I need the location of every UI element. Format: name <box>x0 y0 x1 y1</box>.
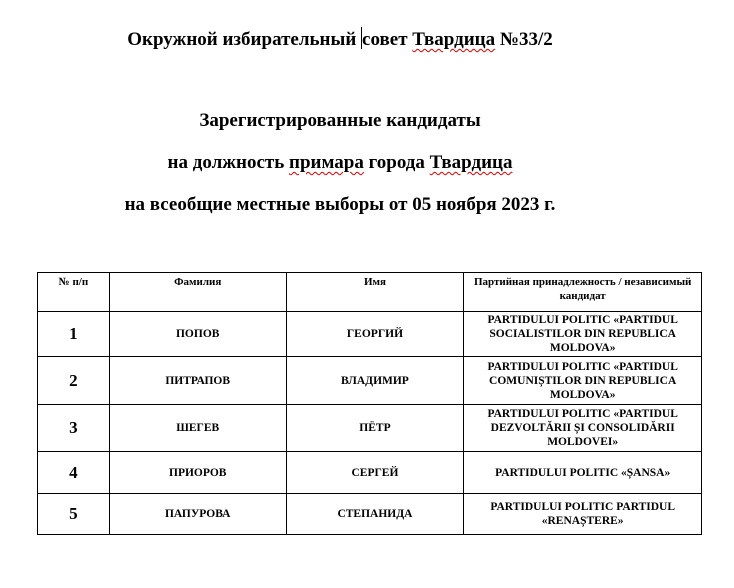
row-party: PARTIDULUI POLITIC «PARTIDUL DEZVOLTĂRII ȘI CONSOLIDĂRII MOLDOVEI» <box>464 405 702 452</box>
row-surname: ШЕГЕВ <box>109 405 286 452</box>
heading-text: Окружной избирательный <box>127 29 362 50</box>
title-line-2 <box>0 152 680 174</box>
title-city: Твардица <box>429 152 513 173</box>
row-surname: ПОПОВ <box>109 312 286 357</box>
table-row <box>38 312 702 357</box>
row-number: 2 <box>38 357 110 405</box>
row-party: PARTIDULUI POLITIC PARTIDUL «RENAȘTERE» <box>464 494 702 535</box>
row-number: 1 <box>38 312 110 357</box>
header-surname: Фамилия <box>109 273 286 312</box>
row-name: ГЕОРГИЙ <box>286 312 464 357</box>
row-number: 3 <box>38 405 110 452</box>
table-row <box>38 405 702 452</box>
heading-text: совет <box>362 29 413 50</box>
candidates-table <box>37 272 702 535</box>
title-text: на должность <box>167 152 290 173</box>
table-row <box>38 357 702 405</box>
council-name: Твардица <box>412 29 496 50</box>
row-name: ПЁТР <box>286 405 464 452</box>
table-header-row <box>38 273 702 312</box>
header-number: № п/п <box>38 273 110 312</box>
title-line-3: на всеобщие местные выборы от 05 ноября 2023 г. <box>124 194 556 215</box>
header-name: Имя <box>286 273 464 312</box>
row-name: СЕРГЕЙ <box>286 452 464 494</box>
title-text: примара <box>289 152 364 173</box>
row-party: PARTIDULUI POLITIC «PARTIDUL COMUNIȘTILOR DIN REPUBLICA MOLDOVA» <box>464 357 702 405</box>
council-number: №33/2 <box>495 29 553 50</box>
title-line-1: Зарегистрированные кандидаты <box>199 110 481 131</box>
row-party: PARTIDULUI POLITIC «PARTIDUL SOCIALISTILOR DIN REPUBLICA MOLDOVA» <box>464 312 702 357</box>
header-party: Партийная принадлежность / независимый кандидат <box>464 273 702 312</box>
row-party: PARTIDULUI POLITIC «ȘANSA» <box>464 452 702 494</box>
table-row <box>38 452 702 494</box>
row-surname: ПАПУРОВА <box>109 494 286 535</box>
table-row <box>38 494 702 535</box>
row-name: СТЕПАНИДА <box>286 494 464 535</box>
title-text: города <box>363 152 430 173</box>
row-surname: ПИТРАПОВ <box>109 357 286 405</box>
row-surname: ПРИОРОВ <box>109 452 286 494</box>
row-number: 5 <box>38 494 110 535</box>
council-heading <box>0 27 680 51</box>
row-number: 4 <box>38 452 110 494</box>
row-name: ВЛАДИМИР <box>286 357 464 405</box>
